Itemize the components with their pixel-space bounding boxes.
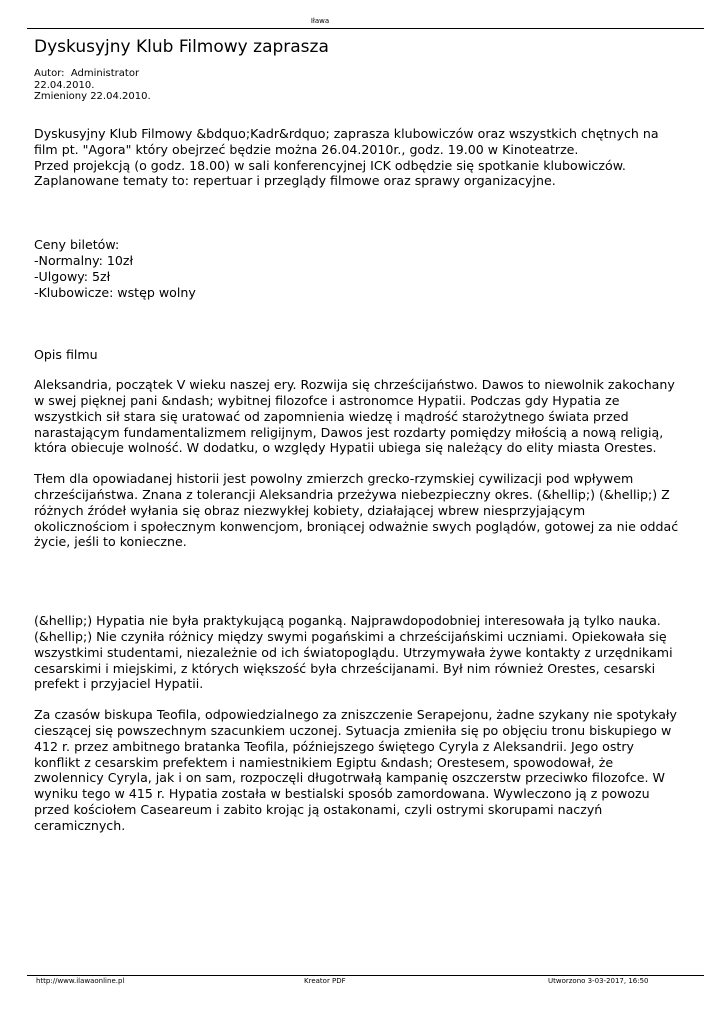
ticket-prices: Ceny biletów: -Normalny: 10zł -Ulgowy: 5zł -Klubowicze: wstęp wolny (34, 237, 196, 300)
article-modified: Zmieniony 22.04.2010. (34, 91, 151, 102)
footer-divider (27, 975, 704, 976)
film-description-paragraph: Za czasów biskupa Teofila, odpowiedzialnego za zniszczenie Serapejonu, żadne szykany nie spotykały cieszącej się powszechnym szacunkiem uczonej. Sytuacja zmieniła się po objęciu tronu biskupiego w 412 r. przez ambitnego bratanka Teofila, późniejszego świętego Cyryla z Aleksandrii. Jego ostry konflikt z cesarskim prefektem i namiestnikiem Egiptu &ndash; Orestesem, spowodował, że zwolennicy Cyryla, jak i on sam, rozpoczęli długotrwałą kampanię oszczerstw przeciwko filozofce. W wyniku tego w 415 r. Hypatia została w bestialski sposób zamordowana. Wywleczono ją z powozu przed kościołem Casearеum i zabito krojąc ją ostakonami, czyli ostrymi skorupami naczyń ceramicznych. (34, 707, 677, 833)
header-site-name: Iława (310, 17, 330, 25)
article-meta (34, 68, 151, 103)
film-description-paragraph: (&hellip;) Hypatia nie była praktykującą poganką. Najprawdopodobniej interesowała ją tylko nauka. (&hellip;) Nie czyniła różnicy między swymi pogańskimi a chrześcijańskimi uczniami. Opiekowała się wszystkimi studentami, niezależnie od ich światopoglądu. Utrzymywała żywe kontakty z urzędnikami cesarskimi i miejskimi, z których większość była chrześcijanami. Był nim również Orestes, cesarski prefekt i przyjaciel Hypatii. (34, 613, 673, 692)
article-date: 22.04.2010. (34, 79, 95, 91)
film-description-paragraph: Aleksandria, początek V wieku naszej ery. Rozwija się chrześcijaństwo. Dawos to niewolnik zakochany w swej pięknej pani &ndash; wybitnej filozofce i astronomce Hypatii. Podczas gdy Hypatia ze wszystkich sił stara się uratować od zapomnienia wiedzę i mądrość starożytnego świata przed narastającym fundamentalizmem religijnym, Dawos jest rozdarty pomiędzy miłością a nową religią, która obiecuje wolność. W dodatku, o względy Hypatii ubiega się należący do elity miasta Orestes. (34, 377, 675, 456)
footer-created: Utworzono 3-03-2017, 16:50 (548, 977, 649, 985)
film-description-paragraph: Tłem dla opowiadanej historii jest powolny zmierzch grecko-rzymskiej cywilizacji pod wpływem chrześcijaństwa. Znana z tolerancji Aleksandria przeżywa niebezpieczny okres. (&hellip;) (&hellip;) Z różnych źródeł wyłania się obraz niezwykłej kobiety, działającej wbrew niesprzyjającym okolicznościom i społecznym konwencjom, broniącej odważnie swych poglądów, gotowej za nie oddać życie, jeśli to konieczne. (34, 471, 679, 550)
intro-paragraph: Dyskusyjny Klub Filmowy &bdquo;Kadr&rdquo; zaprasza klubowiczów oraz wszystkich chętnych na film pt. "Agora" który obejrzeć będzie można 26.04.2010r., godz. 19.00 w Kinoteatrze. Przed projekcją (o godz. 18.00) w sali konferencyjnej ICK odbędzie się spotkanie klubowiczów. Zaplanowane tematy to: repertuar i przeglądy filmowe oraz sprawy organizacyjne. (34, 126, 659, 189)
article-body (34, 126, 684, 834)
footer-url: http://www.ilawaonline.pl (36, 977, 125, 985)
header-divider (27, 28, 704, 29)
article-author: Autor: Administrator (34, 68, 140, 79)
article-title: Dyskusyjny Klub Filmowy zaprasza (34, 37, 329, 57)
footer-generator: Kreator PDF (304, 977, 346, 985)
film-description-heading: Opis filmu (34, 347, 98, 363)
